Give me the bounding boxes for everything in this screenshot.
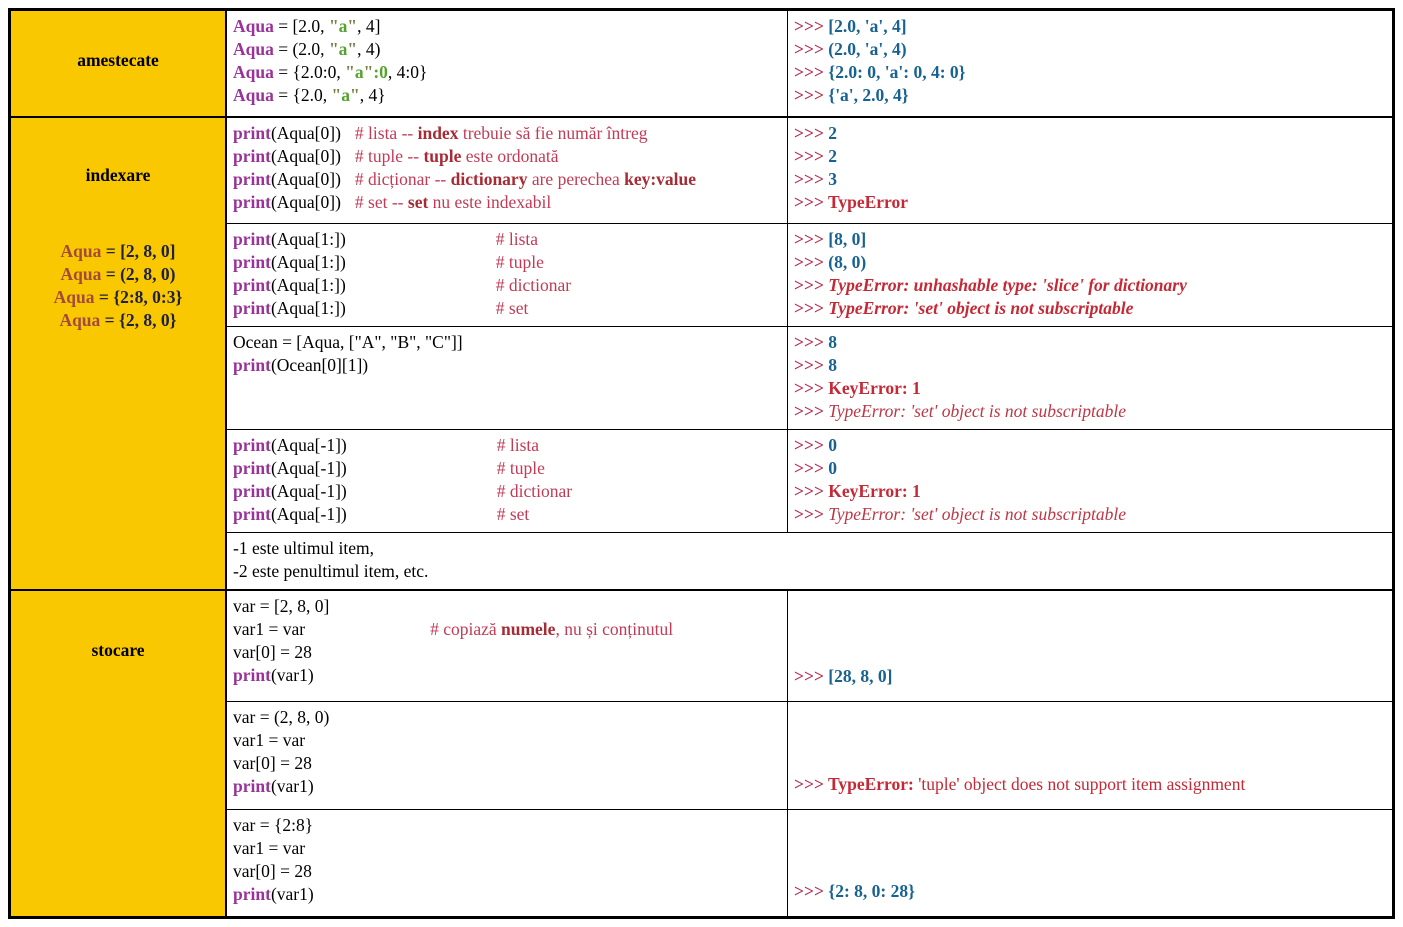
text-run: 2	[828, 146, 838, 166]
code-line	[233, 84, 781, 107]
text-run: # copiază	[430, 619, 501, 639]
text-run: este ordonată	[461, 146, 559, 166]
code-line	[233, 251, 781, 274]
text-run: print	[233, 123, 271, 143]
text-run: print	[233, 458, 271, 478]
text-run: = {2:8, 0:3}	[94, 287, 183, 307]
text-run: print	[233, 884, 271, 904]
table-row	[227, 591, 1392, 701]
output-line	[794, 251, 1386, 274]
code-line	[233, 618, 781, 641]
text-run: "	[363, 62, 374, 82]
text-run: var1 = var	[233, 730, 306, 750]
code-line	[233, 354, 781, 377]
text-run: >>>	[794, 378, 829, 398]
output-line	[794, 38, 1386, 61]
output-cell	[788, 327, 1392, 429]
text-run: >>>	[794, 275, 829, 295]
text-run: print	[233, 252, 271, 272]
section-label: indexare	[85, 165, 151, 185]
text-run: "	[328, 16, 339, 36]
text-run: , 4:0}	[387, 62, 428, 82]
text-run: , 4}	[359, 85, 386, 105]
text-run: print	[233, 504, 271, 524]
table-row	[227, 809, 1392, 916]
code-line	[233, 729, 781, 752]
code-line	[233, 274, 781, 297]
text-run: # tuple --	[354, 146, 424, 166]
output-line	[794, 61, 1386, 84]
text-run: # dictionar	[495, 275, 572, 295]
text-run: [28, 8, 0]	[828, 666, 893, 686]
code-line	[233, 775, 781, 798]
code-line	[233, 228, 781, 251]
table-row	[227, 223, 1392, 326]
text-run: var1 = var	[233, 619, 306, 639]
code-cell	[227, 430, 788, 532]
code-line	[233, 61, 781, 84]
output-line	[794, 297, 1386, 320]
output-line	[794, 773, 1386, 796]
note-row	[227, 532, 1392, 589]
code-line	[233, 122, 781, 145]
text-run: "	[347, 16, 358, 36]
text-run: = [2, 8, 0]	[101, 241, 176, 261]
text-run: "	[345, 62, 355, 82]
output-line	[794, 331, 1386, 354]
text-run: , 4)	[357, 39, 381, 59]
code-line	[233, 503, 781, 526]
code-cell	[227, 702, 788, 809]
text-run: (Aqua[1:])	[270, 275, 346, 295]
output-cell	[788, 810, 1392, 916]
code-line	[233, 641, 781, 664]
text-run: "	[349, 85, 360, 105]
text-run: print	[233, 435, 271, 455]
text-run: >>>	[794, 62, 829, 82]
text-run: KeyError: 1	[828, 378, 921, 398]
text-run: "	[331, 85, 342, 105]
code-line	[233, 434, 781, 457]
text-run: TypeError: 'set' object is not subscriptable	[828, 298, 1134, 318]
text-run: {2: 8, 0: 28}	[828, 881, 915, 901]
text-run: print	[233, 192, 271, 212]
text-run: var1 = var	[233, 838, 306, 858]
output-line	[794, 434, 1386, 457]
text-run: {'a', 2.0, 4}	[828, 85, 909, 105]
text-run: >>>	[794, 774, 828, 794]
output-line	[794, 377, 1386, 400]
section-amestecate	[11, 11, 1392, 116]
text-run: 3	[828, 169, 838, 189]
text-run: (Aqua[0])	[270, 169, 341, 189]
note-line	[233, 537, 1386, 560]
text-run: = {2.0,	[273, 85, 332, 105]
output-line	[794, 665, 1386, 688]
output-line	[794, 880, 1386, 903]
text-run: key:value	[624, 169, 697, 189]
text-run: set	[407, 192, 429, 212]
text-run: Aqua	[53, 287, 95, 307]
text-run: >>>	[794, 355, 829, 375]
text-run: 2	[828, 123, 838, 143]
text-run: # lista --	[354, 123, 418, 143]
text-run: nu este indexabil	[428, 192, 552, 212]
text-run: Aqua	[59, 310, 101, 330]
code-line	[233, 331, 781, 354]
text-run: print	[233, 146, 271, 166]
text-run: (var1)	[270, 665, 314, 685]
code-cell	[227, 11, 788, 116]
text-run: numele	[501, 619, 556, 639]
text-run: # lista	[495, 229, 539, 249]
text-run: 'tuple' object does not support item assignment	[913, 774, 1246, 794]
section-label: stocare	[91, 640, 145, 660]
text-run: -2 este penultimul item, etc.	[233, 561, 429, 581]
text-run: Ocean = [Aqua, ["A", "B", "C"]]	[233, 332, 463, 352]
text-run: var[0] = 28	[233, 642, 312, 662]
text-run: Aqua	[233, 85, 274, 105]
text-run: = (2, 8, 0)	[101, 264, 176, 284]
text-run: 8	[828, 332, 838, 352]
note-cell	[227, 533, 1392, 589]
output-cell	[788, 591, 1392, 701]
text-run: a	[341, 85, 350, 105]
text-run: print	[233, 298, 271, 318]
code-line	[233, 837, 781, 860]
text-run: (8, 0)	[828, 252, 867, 272]
text-run: 8	[828, 355, 838, 375]
table-row	[227, 11, 1392, 116]
text-run: # set --	[354, 192, 408, 212]
section-label-cell-indexare	[11, 118, 227, 589]
text-run: Aqua	[60, 264, 102, 284]
text-run: "	[328, 39, 339, 59]
output-cell	[788, 224, 1392, 326]
text-run: >>>	[794, 298, 829, 318]
text-run: (Aqua[0])	[270, 146, 341, 166]
code-line	[233, 595, 781, 618]
text-run: >>>	[794, 123, 829, 143]
text-run: >>>	[794, 435, 829, 455]
text-run: >>>	[794, 169, 829, 189]
text-run: var[0] = 28	[233, 753, 312, 773]
text-run: TypeError:	[827, 774, 914, 794]
text-run: >>>	[794, 881, 829, 901]
output-cell	[788, 118, 1392, 223]
output-line	[794, 228, 1386, 251]
text-run: >>>	[794, 504, 829, 524]
text-run: (Aqua[-1])	[270, 435, 347, 455]
text-run: >>>	[794, 666, 829, 686]
text-run: # tuple	[495, 252, 544, 272]
text-run: Aqua	[233, 16, 274, 36]
text-run: = {2, 8, 0}	[100, 310, 177, 330]
text-run: = (2.0,	[273, 39, 329, 59]
code-line	[233, 860, 781, 883]
code-line	[233, 297, 781, 320]
table-row	[227, 429, 1392, 532]
definition-line	[11, 240, 225, 263]
text-run: # tuple	[496, 458, 545, 478]
output-cell	[788, 702, 1392, 809]
text-run: (Aqua[-1])	[270, 458, 347, 478]
text-run: # set	[496, 504, 530, 524]
section-rows-indexare	[227, 118, 1392, 589]
definition-line	[11, 263, 225, 286]
text-run: [2.0, 'a', 4]	[828, 16, 907, 36]
text-run: # dictionar	[496, 481, 573, 501]
text-run: a	[338, 16, 348, 36]
text-run: = [2.0,	[273, 16, 329, 36]
text-run: # dicționar --	[354, 169, 451, 189]
text-run: var = [2, 8, 0]	[233, 596, 330, 616]
code-line	[233, 168, 781, 191]
text-run: a	[338, 39, 348, 59]
code-line	[233, 664, 781, 687]
text-run: >>>	[794, 16, 829, 36]
text-run: , 4]	[357, 16, 381, 36]
text-run: 0	[828, 458, 838, 478]
code-line	[233, 145, 781, 168]
code-line	[233, 752, 781, 775]
output-line	[794, 84, 1386, 107]
text-run: -1 este ultimul item,	[233, 538, 374, 558]
text-run: a	[354, 62, 364, 82]
code-line	[233, 191, 781, 214]
text-run: are perechea	[527, 169, 625, 189]
text-run: (2.0, 'a', 4)	[828, 39, 907, 59]
output-line	[794, 457, 1386, 480]
text-run: print	[233, 776, 271, 796]
text-run: index	[417, 123, 459, 143]
text-run: Aqua	[60, 241, 102, 261]
table-row	[227, 701, 1392, 809]
text-run: dictionary	[450, 169, 528, 189]
text-run: >>>	[794, 229, 829, 249]
text-run: (Aqua[1:])	[270, 298, 346, 318]
text-run: print	[233, 355, 271, 375]
text-run: >>>	[794, 401, 829, 421]
text-run: >>>	[794, 332, 829, 352]
text-run: trebuie să fie număr întreg	[458, 123, 648, 143]
text-run: TypeError: 'set' object is not subscriptable	[828, 401, 1126, 421]
text-run: KeyError: 1	[828, 481, 921, 501]
text-run: (var1)	[270, 884, 314, 904]
section-label-cell-amestecate	[11, 11, 227, 116]
text-run: [8, 0]	[828, 229, 867, 249]
text-run: (Aqua[0])	[270, 123, 341, 143]
text-run: tuple	[423, 146, 462, 166]
text-run: print	[233, 275, 271, 295]
output-line	[794, 168, 1386, 191]
text-run: TypeError: unhashable type: 'slice' for dictionary	[828, 275, 1187, 295]
definition-line	[11, 309, 225, 332]
text-run: >>>	[794, 85, 829, 105]
section-rows-stocare	[227, 591, 1392, 916]
code-cell	[227, 591, 788, 701]
section-label: amestecate	[77, 50, 159, 70]
text-run: print	[233, 481, 271, 501]
text-run: >>>	[794, 252, 829, 272]
output-line	[794, 400, 1386, 423]
text-run: 0	[828, 435, 838, 455]
output-line	[794, 15, 1386, 38]
output-line	[794, 145, 1386, 168]
code-line	[233, 15, 781, 38]
text-run: (Aqua[1:])	[270, 229, 346, 249]
section-rows-amestecate	[227, 11, 1392, 116]
table-row	[227, 326, 1392, 429]
output-line	[794, 480, 1386, 503]
text-run: print	[233, 229, 271, 249]
text-run: print	[233, 169, 271, 189]
text-run: , nu și conținutul	[555, 619, 674, 639]
text-run: # set	[495, 298, 529, 318]
table-row	[227, 118, 1392, 223]
text-run: "	[347, 39, 358, 59]
output-line	[794, 274, 1386, 297]
text-run: {2.0: 0, 'a': 0, 4: 0}	[828, 62, 966, 82]
text-run: var = {2:8}	[233, 815, 314, 835]
text-run: print	[233, 665, 271, 685]
text-run: >>>	[794, 481, 829, 501]
code-cell	[227, 810, 788, 916]
code-line	[233, 457, 781, 480]
aqua-definitions	[11, 240, 225, 332]
text-run: # lista	[496, 435, 540, 455]
note-line	[233, 560, 1386, 583]
text-run: = {2.0:0,	[273, 62, 346, 82]
text-run: >>>	[794, 192, 828, 212]
text-run: (Ocean[0][1])	[270, 355, 369, 375]
definition-line	[11, 286, 225, 309]
output-cell	[788, 430, 1392, 532]
code-cell	[227, 118, 788, 223]
output-line	[794, 503, 1386, 526]
text-run: TypeError	[827, 192, 909, 212]
code-cell	[227, 327, 788, 429]
text-run: (Aqua[0])	[270, 192, 341, 212]
text-run: (Aqua[-1])	[270, 504, 347, 524]
code-line	[233, 883, 781, 906]
text-run: (Aqua[-1])	[270, 481, 347, 501]
text-run: :0	[373, 62, 388, 82]
output-line	[794, 354, 1386, 377]
code-line	[233, 706, 781, 729]
text-run: Aqua	[233, 62, 274, 82]
code-line	[233, 814, 781, 837]
text-run: (Aqua[1:])	[270, 252, 346, 272]
output-line	[794, 122, 1386, 145]
text-run: >>>	[794, 39, 829, 59]
code-cell	[227, 224, 788, 326]
text-run: var[0] = 28	[233, 861, 312, 881]
code-line	[233, 480, 781, 503]
python-collections-reference-table	[8, 8, 1395, 919]
text-run: (var1)	[270, 776, 314, 796]
text-run: >>>	[794, 458, 829, 478]
output-cell	[788, 11, 1392, 116]
text-run: >>>	[794, 146, 829, 166]
section-stocare	[11, 589, 1392, 916]
text-run: Aqua	[233, 39, 274, 59]
text-run: var = (2, 8, 0)	[233, 707, 330, 727]
text-run: TypeError: 'set' object is not subscriptable	[828, 504, 1126, 524]
code-line	[233, 38, 781, 61]
section-label-cell-stocare	[11, 591, 227, 916]
output-line	[794, 191, 1386, 214]
section-indexare	[11, 116, 1392, 589]
